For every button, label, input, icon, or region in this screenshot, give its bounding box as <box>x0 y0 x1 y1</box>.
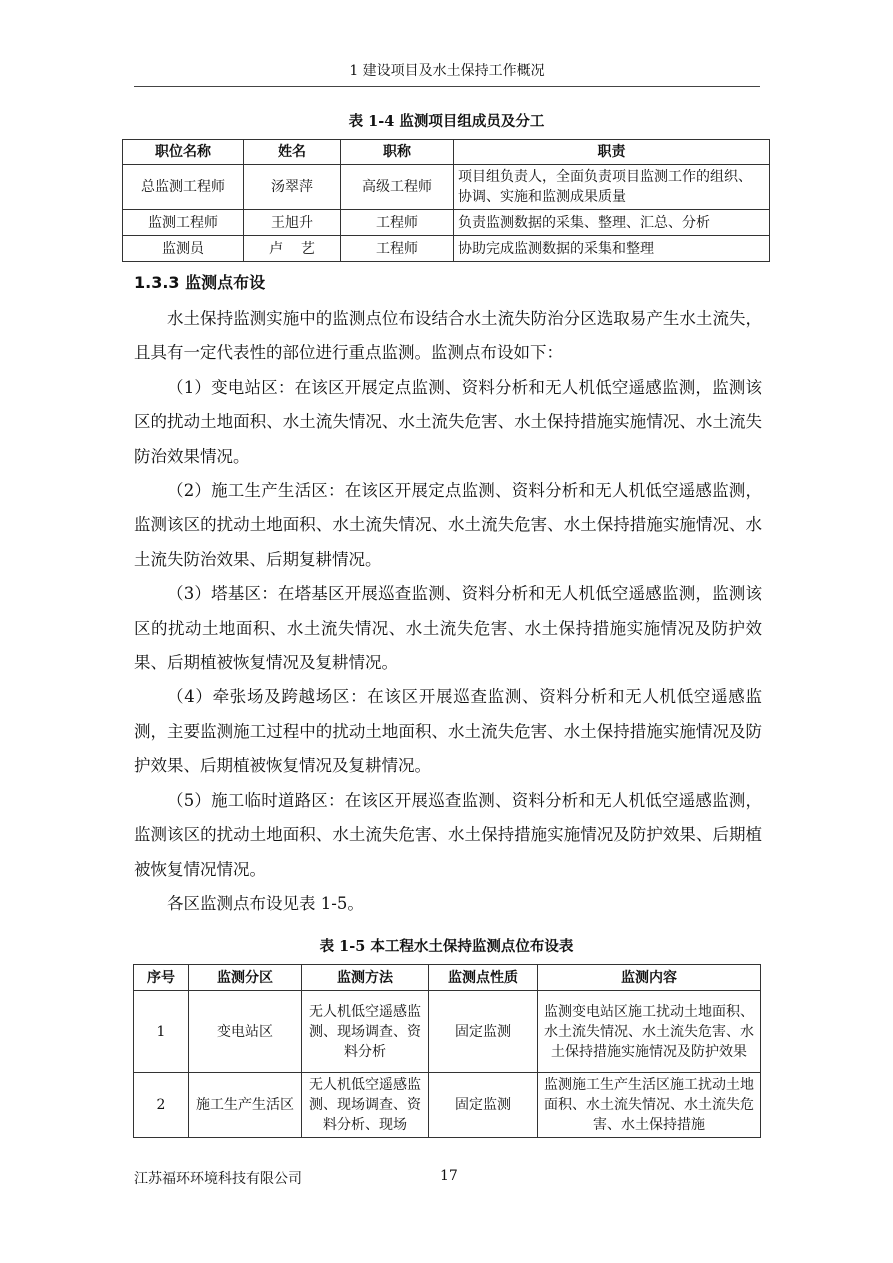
col-header-type: 监测点性质 <box>429 965 538 991</box>
paragraph: （4）牵张场及跨越场区：在该区开展巡查监测、资料分析和无人机低空遥感监测，主要监测施工过程中的扰动土地面积、水土流失危害、水土保持措施实施情况及防护效果、后期植被恢复情况及复耕情况。 <box>134 687 762 776</box>
col-header-zone: 监测分区 <box>189 965 302 991</box>
cell-position: 监测员 <box>123 236 244 262</box>
paragraph: 各区监测点布设见表 1-5。 <box>167 893 364 913</box>
cell-method: 无人机低空遥感监测、现场调查、资料分析 <box>302 991 429 1073</box>
col-header-method: 监测方法 <box>302 965 429 991</box>
cell-title: 工程师 <box>341 236 454 262</box>
cell-zone: 变电站区 <box>189 991 302 1073</box>
cell-type: 固定监测 <box>429 1073 538 1138</box>
footer-company: 江苏福环环境科技有限公司 <box>134 1171 302 1187</box>
table-1-5-caption: 表 1-5 本工程水土保持监测点位布设表 <box>319 938 574 955</box>
cell-zone: 施工生产生活区 <box>189 1073 302 1138</box>
col-header-position: 职位名称 <box>123 140 244 165</box>
cell-duty: 项目组负责人，全面负责项目监测工作的组织、协调、实施和监测成果质量 <box>454 165 770 210</box>
table-row <box>134 991 761 1073</box>
cell-title: 高级工程师 <box>341 165 454 210</box>
cell-index: 2 <box>134 1073 189 1138</box>
cell-duty: 协助完成监测数据的采集和整理 <box>454 236 770 262</box>
table-1-4-caption: 表 1-4 监测项目组成员及分工 <box>348 113 545 130</box>
col-header-index: 序号 <box>134 965 189 991</box>
paragraph: （5）施工临时道路区：在该区开展巡查监测、资料分析和无人机低空遥感监测，监测该区的扰动土地面积、水土流失危害、水土保持措施实施情况及防护效果、后期植被恢复情况情况。 <box>134 790 762 879</box>
table-row <box>123 210 770 236</box>
table-header-row <box>123 140 770 165</box>
col-header-duty: 职责 <box>454 140 770 165</box>
cell-type: 固定监测 <box>429 991 538 1073</box>
page-number: 17 <box>440 1168 458 1184</box>
col-header-title: 职称 <box>341 140 454 165</box>
section-heading: 1.3.3 监测点布设 <box>134 273 266 292</box>
cell-content: 监测施工生产生活区施工扰动土地面积、水土流失情况、水土流失危害、水土保持措施 <box>538 1073 761 1138</box>
table-row <box>123 165 770 210</box>
table-1-4 <box>122 139 770 262</box>
col-header-name: 姓名 <box>244 140 341 165</box>
table-row <box>134 1073 761 1138</box>
cell-name: 王旭升 <box>244 210 341 236</box>
page-footer <box>134 1168 760 1188</box>
cell-position: 监测工程师 <box>123 210 244 236</box>
paragraph: 水土保持监测实施中的监测点位布设结合水土流失防治分区选取易产生水土流失，且具有一定代表性的部位进行重点监测。监测点布设如下： <box>134 309 762 363</box>
table-1-5 <box>133 964 761 1138</box>
cell-duty: 负责监测数据的采集、整理、汇总、分析 <box>454 210 770 236</box>
running-header: 1 建设项目及水土保持工作概况 <box>134 60 760 87</box>
cell-method: 无人机低空遥感监测、现场调查、资料分析、现场 <box>302 1073 429 1138</box>
table-row <box>123 236 770 262</box>
cell-title: 工程师 <box>341 210 454 236</box>
table-header-row <box>134 965 761 991</box>
body-text <box>134 302 762 921</box>
paragraph: （2）施工生产生活区：在该区开展定点监测、资料分析和无人机低空遥感监测，监测该区的扰动土地面积、水土流失情况、水土流失危害、水土保持措施实施情况、水土流失防治效果、后期复耕情况。 <box>134 481 762 569</box>
col-header-content: 监测内容 <box>538 965 761 991</box>
paragraph: （3）塔基区：在塔基区开展巡查监测、资料分析和无人机低空遥感监测，监测该区的扰动土地面积、水土流失情况、水土流失危害、水土保持措施实施情况及防护效果、后期植被恢复情况及复耕情况。 <box>134 584 762 673</box>
paragraph: （1）变电站区：在该区开展定点监测、资料分析和无人机低空遥感监测，监测该区的扰动土地面积、水土流失情况、水土流失危害、水土保持措施实施情况、水土流失防治效果情况。 <box>134 377 762 466</box>
cell-position: 总监测工程师 <box>123 165 244 210</box>
cell-index: 1 <box>134 991 189 1073</box>
cell-content: 监测变电站区施工扰动土地面积、水土流失情况、水土流失危害、水土保持措施实施情况及防护效果 <box>538 991 761 1073</box>
cell-name: 卢 艺 <box>244 236 341 262</box>
cell-name: 汤翠萍 <box>244 165 341 210</box>
